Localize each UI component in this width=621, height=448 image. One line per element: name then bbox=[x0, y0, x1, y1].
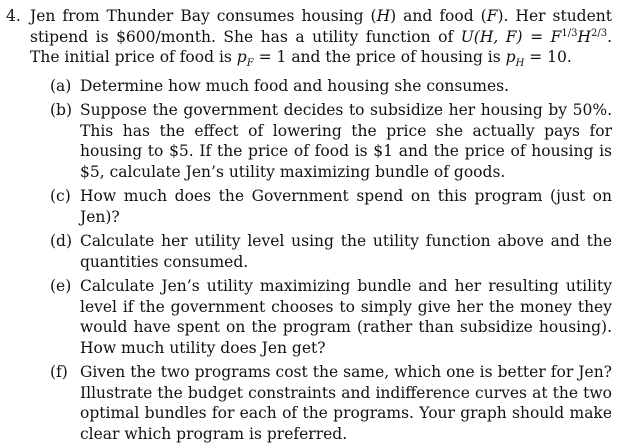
subquestion-b bbox=[50, 100, 612, 182]
intro-segment: . bbox=[566, 48, 572, 66]
utility-function-lhs: U(H, F) = F bbox=[460, 27, 562, 46]
subquestion-label: (d) bbox=[50, 232, 73, 250]
var-housing: H bbox=[376, 7, 391, 25]
price-symbol: p bbox=[236, 48, 247, 66]
utility-housing: H bbox=[577, 27, 591, 46]
subquestion-label: (f) bbox=[50, 363, 68, 381]
intro-segment: ) and food ( bbox=[390, 7, 487, 25]
price-symbol: p bbox=[505, 48, 516, 66]
price-subscript: F bbox=[246, 58, 254, 70]
utility-function bbox=[461, 28, 607, 46]
intro-segment: Jen from Thunder Bay consumes housing ( bbox=[30, 7, 377, 25]
subquestion-text: Suppose the government decides to subsidize her housing by 50%. This has the effect of lowering the price she actually pays for housing to $5. If the price of food is $1 and the price of housing is $5, calculate Jen’s utility maximizing bundle of goods. bbox=[80, 101, 612, 181]
exponent-housing: 2/3 bbox=[590, 27, 608, 39]
problem-statement bbox=[6, 6, 612, 68]
intro-segment: and the price of housing is bbox=[286, 48, 506, 66]
intro-segment: ). Her student stipend is $600/month. She has a utility function of bbox=[30, 7, 612, 46]
subquestion-f bbox=[50, 362, 612, 444]
subquestion-a bbox=[50, 76, 612, 97]
var-food: F bbox=[486, 7, 498, 25]
exponent-food: 1/3 bbox=[561, 27, 578, 39]
problem-number: 4. bbox=[6, 7, 21, 25]
price-food bbox=[236, 48, 287, 70]
price-value: = 10 bbox=[524, 48, 567, 66]
subquestion-label: (b) bbox=[50, 101, 73, 119]
subquestion-list bbox=[50, 76, 612, 445]
subquestion-c bbox=[50, 186, 612, 227]
problem-intro-text bbox=[30, 6, 612, 68]
price-subscript: H bbox=[515, 58, 525, 70]
subquestion-label: (e) bbox=[50, 277, 72, 295]
subquestion-text: Given the two programs cost the same, which one is better for Jen? Illustrate the budget constraints and indifference curves at the two optimal bundles for each of the programs. Your graph should make clear which program is preferred. bbox=[80, 363, 612, 443]
subquestion-text: Calculate her utility level using the utility function above and the quantities consumed. bbox=[80, 232, 612, 271]
subquestion-d bbox=[50, 231, 612, 272]
subquestion-e bbox=[50, 276, 612, 358]
problem-4 bbox=[6, 6, 612, 448]
subquestion-label: (c) bbox=[50, 187, 71, 205]
subquestion-text: Determine how much food and housing she consumes. bbox=[80, 76, 510, 95]
price-value: = 1 bbox=[253, 48, 287, 66]
subquestion-text: Calculate Jen’s utility maximizing bundle and her resulting utility level if the government chooses to simply give her the money they would have spent on the program (rather than subsidize housing). How much utility does Jen get? bbox=[80, 277, 612, 357]
subquestion-text: How much does the Government spend on this program (just on Jen)? bbox=[80, 187, 612, 226]
subquestion-label: (a) bbox=[50, 76, 72, 95]
price-housing bbox=[505, 48, 567, 70]
intro-segment: . The initial price of food is bbox=[30, 27, 612, 66]
